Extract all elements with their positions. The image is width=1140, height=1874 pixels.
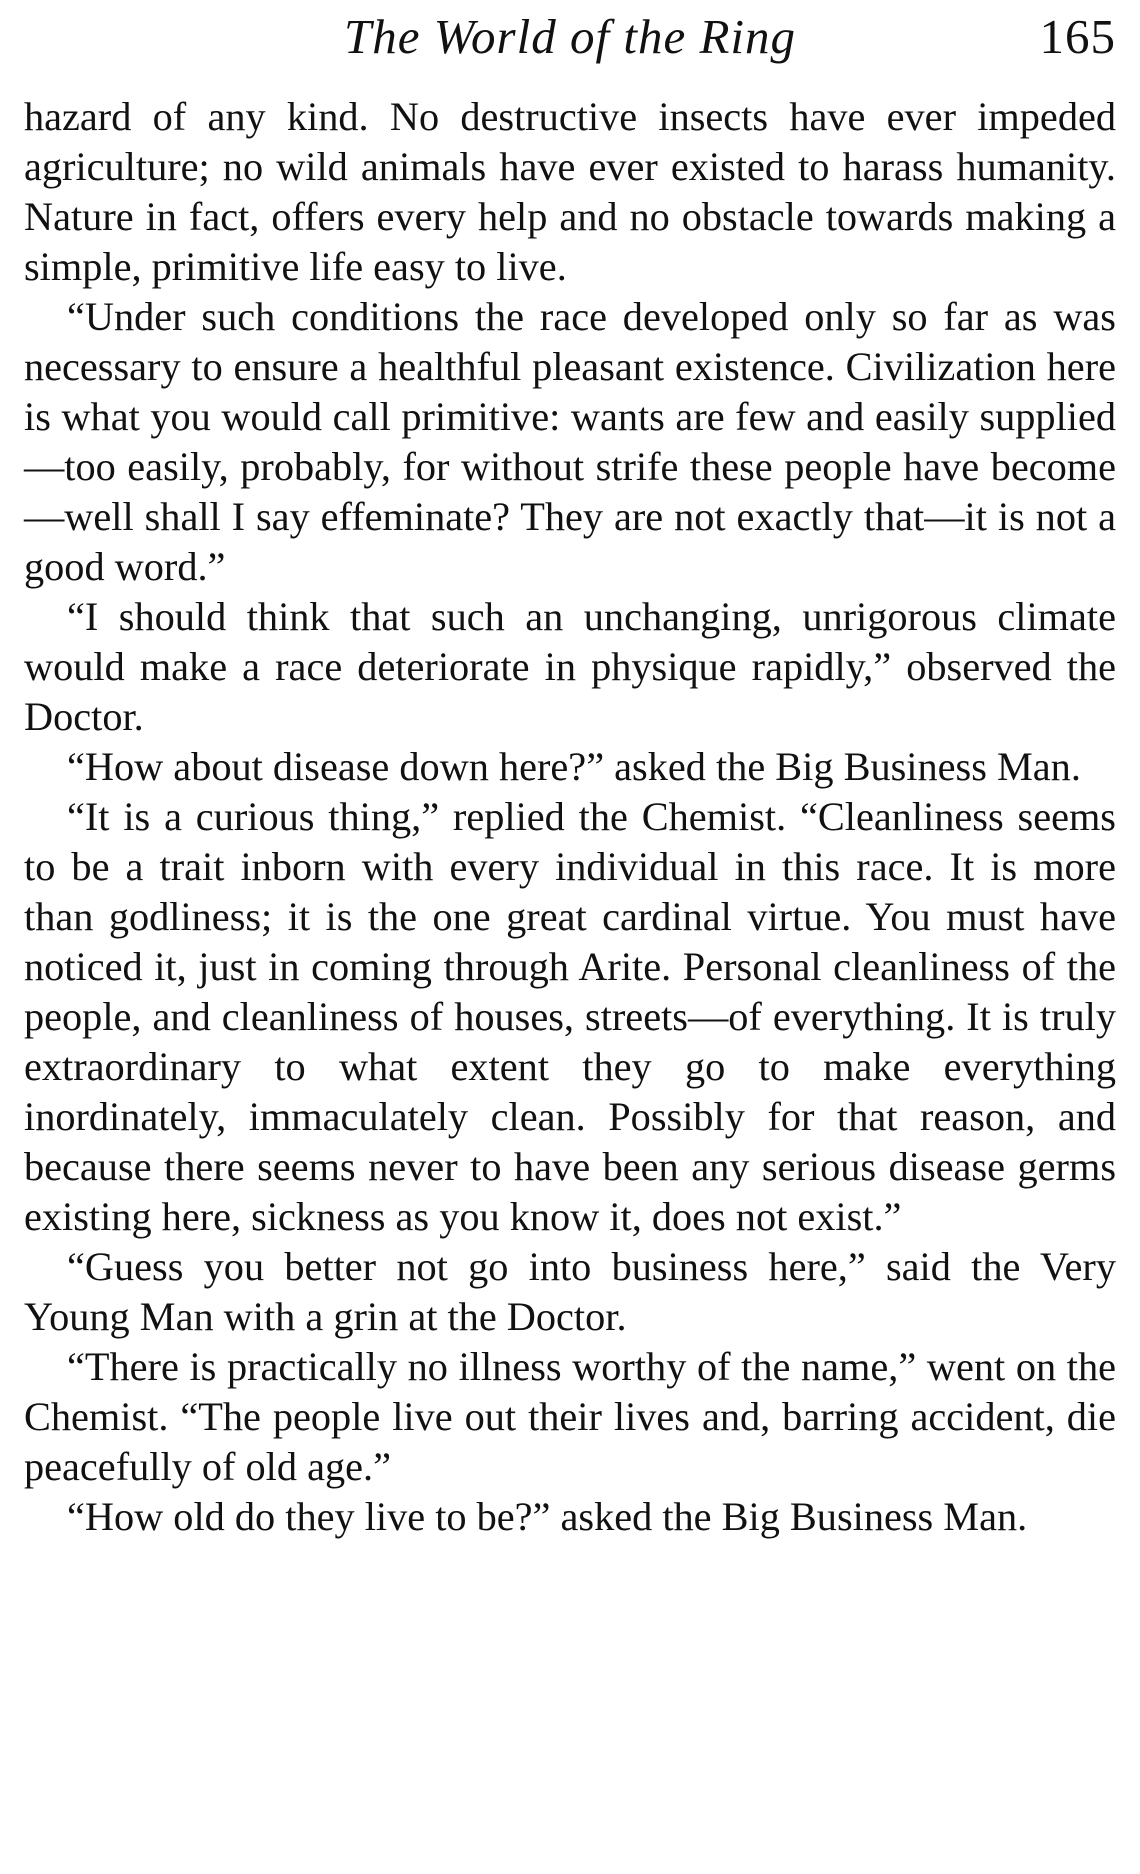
body-text [24, 92, 1116, 1542]
paragraph-4: “How about disease down here?” asked the Big Business Man. [67, 744, 1081, 789]
paragraph-3: “I should think that such an unchanging, unrigorous climate would make a race deteriorate in physique rapidly,” observed the Doctor. [24, 594, 1116, 739]
paragraph-8: “How old do they live to be?” asked the Big Business Man. [67, 1494, 1028, 1539]
paragraph-7: “There is practically no illness worthy of the name,” went on the Chemist. “The people live out their lives and, barring accident, die peacefully of old age.” [24, 1344, 1116, 1489]
running-title: The World of the Ring [343, 9, 797, 64]
paragraph-5: “It is a curious thing,” replied the Chemist. “Cleanliness seems to be a trait inborn with every individual in this race. It is more than godliness; it is the one great cardinal virtue. You must have noticed it, just in coming through Arite. Personal cleanliness of the people, and cleanliness of houses, streets—of everything. It is truly extraordinary to what extent they go to make everything inordinately, immaculately clean. Possibly for that reason, and because there seems never to have been any serious disease germs existing here, sickness as you know it, does not exist.” [24, 794, 1116, 1239]
paragraph-6: “Guess you better not go into business here,” said the Very Young Man with a grin at the Doctor. [24, 1244, 1116, 1339]
paragraph-2: “Under such conditions the race developed only so far as was necessary to ensure a healthful pleasant existence. Civilization here is what you would call primitive: wants are few and easily supplied—too easily, probably, for without strife these people have become—well shall I say effeminate? They are not exactly that—it is not a good word.” [24, 294, 1116, 589]
page-number: 165 [1039, 9, 1116, 64]
paragraph-1: hazard of any kind. No destructive insects have ever impeded agriculture; no wild animals have ever existed to harass humanity. Nature in fact, offers every help and no obstacle towards making a simple, primitive life easy to live. [24, 94, 1116, 289]
book-page [24, 0, 1116, 1874]
page-header [24, 0, 1116, 92]
